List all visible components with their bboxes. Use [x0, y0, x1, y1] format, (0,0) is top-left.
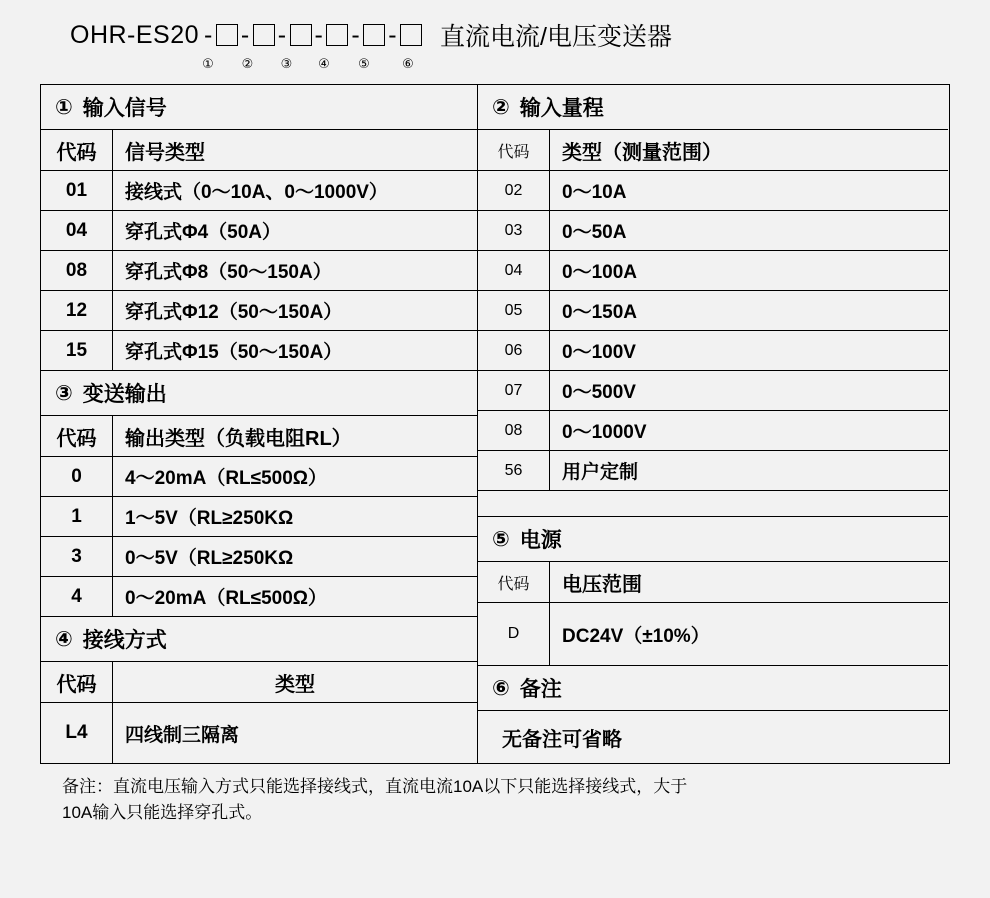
cell-desc: DC24V（±10%）	[562, 625, 710, 647]
section-title-output: 变送输出	[82, 383, 167, 406]
table-row	[478, 331, 948, 371]
table-row	[478, 371, 948, 411]
dash-1: -	[204, 20, 213, 49]
column-header-code: 代码	[478, 562, 550, 602]
slot-marker-6: ⑥	[402, 56, 414, 71]
cell-code: 02	[478, 171, 550, 210]
cell-code: 3	[41, 537, 113, 576]
model-slot-3[interactable]	[290, 24, 312, 46]
model-slot-6[interactable]	[400, 24, 422, 46]
section-number-6: ⑥	[492, 676, 510, 700]
cell-desc: 用户定制	[562, 462, 639, 483]
slot-marker-1: ①	[202, 56, 214, 71]
section-header-input-range	[478, 85, 948, 130]
cell-code: 08	[41, 251, 113, 290]
cell-code: 04	[478, 251, 550, 290]
table-header-input-signal	[41, 130, 477, 171]
slot-marker-2: ②	[241, 56, 254, 71]
table-row	[478, 603, 948, 666]
cell-desc: 0～500V	[562, 382, 636, 403]
table-header-output	[41, 416, 477, 457]
table-row	[41, 211, 477, 251]
table-header-power	[478, 562, 948, 603]
cell-desc: 0～50A	[562, 222, 627, 243]
cell-code: 04	[41, 211, 113, 250]
cell-code: 1	[41, 497, 113, 536]
cell-code: 0	[41, 457, 113, 496]
cell-desc: 0～10A	[562, 182, 627, 203]
column-header-range-type: 类型（测量范围）	[562, 141, 722, 164]
dash-5: -	[351, 20, 361, 49]
cell-code: 06	[478, 331, 550, 370]
cell-code: 03	[478, 211, 550, 250]
table-row	[41, 537, 477, 577]
table-row	[41, 251, 477, 291]
cell-desc: 0～5V（RL≥250KΩ	[125, 548, 294, 569]
table-row	[41, 457, 477, 497]
model-slot-5[interactable]	[363, 24, 385, 46]
cell-desc: 1～5V（RL≥250KΩ	[125, 508, 294, 529]
model-prefix: OHR-ES20	[70, 20, 200, 49]
dash-4: -	[314, 20, 324, 49]
column-header-type: 类型	[275, 673, 315, 696]
table-row	[478, 211, 948, 251]
cell-desc: 0～20mA（RL≤500Ω）	[125, 588, 328, 609]
table-row	[478, 411, 948, 451]
cell-code: D	[478, 603, 550, 665]
cell-code: 15	[41, 331, 113, 370]
section-header-input-signal	[41, 85, 477, 130]
cell-code: L4	[41, 703, 113, 763]
section-number-1: ①	[55, 95, 73, 119]
table-row	[478, 291, 948, 331]
table-row	[41, 291, 477, 331]
cell-code: 56	[478, 451, 550, 490]
section-header-remark	[478, 666, 948, 711]
cell-desc: 接线式（0～10A、0～1000V）	[125, 182, 388, 203]
cell-desc: 0～1000V	[562, 422, 647, 443]
table-row	[41, 497, 477, 537]
cell-desc: 四线制三隔离	[125, 724, 240, 746]
section-number-2: ②	[492, 95, 510, 119]
table-row	[478, 171, 948, 211]
cell-code: 05	[478, 291, 550, 330]
cell-desc: 穿孔式Φ4（50A）	[125, 222, 282, 243]
column-header-code: 代码	[41, 416, 113, 456]
spec-table	[40, 84, 950, 764]
spec-table-right-column	[478, 85, 948, 763]
model-slot-1[interactable]	[216, 24, 238, 46]
cell-code: 08	[478, 411, 550, 450]
column-header-voltage-range: 电压范围	[562, 573, 642, 596]
column-header-signal-type: 信号类型	[125, 141, 205, 164]
section-header-wiring	[41, 617, 477, 662]
spec-table-left-column	[41, 85, 478, 763]
cell-desc: 穿孔式Φ12（50～150A）	[125, 302, 343, 323]
cell-desc: 穿孔式Φ8（50～150A）	[125, 262, 332, 283]
cell-desc: 0～100V	[562, 342, 636, 363]
column-header-code: 代码	[41, 662, 113, 702]
cell-code: 07	[478, 371, 550, 410]
model-code-line	[40, 14, 950, 56]
model-code	[70, 21, 422, 50]
cell-code: 12	[41, 291, 113, 330]
section-number-5: ⑤	[492, 527, 510, 551]
remark-value: 无备注可省略	[502, 728, 622, 751]
dash-2: -	[240, 20, 250, 49]
section-title-power: 电源	[519, 529, 562, 552]
cell-code: 4	[41, 577, 113, 616]
model-slot-2[interactable]	[253, 24, 275, 46]
section-number-4: ④	[55, 627, 73, 651]
table-header-wiring	[41, 662, 477, 703]
table-row	[41, 577, 477, 617]
section-header-output	[41, 371, 477, 416]
column-header-code: 代码	[478, 130, 550, 170]
section-header-power	[478, 517, 948, 562]
cell-code: 01	[41, 171, 113, 210]
product-title: 直流电流/电压变送器	[440, 23, 672, 51]
column-header-output-type: 输出类型（负载电阻RL）	[125, 427, 352, 450]
table-row	[41, 331, 477, 371]
slot-marker-4: ④	[318, 56, 330, 71]
cell-desc: 4～20mA（RL≤500Ω）	[125, 468, 328, 489]
dash-3: -	[277, 20, 287, 49]
slot-marker-row	[40, 56, 950, 78]
section-title-input-signal: 输入信号	[82, 97, 167, 120]
table-header-input-range	[478, 130, 948, 171]
cell-desc: 穿孔式Φ15（50～150A）	[125, 342, 343, 363]
model-slot-4[interactable]	[326, 24, 348, 46]
section-title-input-range: 输入量程	[519, 97, 604, 120]
section-title-remark: 备注	[519, 678, 562, 701]
cell-desc: 0～100A	[562, 262, 637, 283]
slot-marker-3: ③	[280, 56, 293, 71]
slot-marker-5: ⑤	[358, 56, 370, 71]
table-row	[41, 171, 477, 211]
section-title-wiring: 接线方式	[82, 629, 167, 652]
table-row	[478, 251, 948, 291]
table-row	[478, 451, 948, 491]
cell-desc: 0～150A	[562, 302, 637, 323]
dash-6: -	[388, 20, 398, 49]
footer-note-line1: 备注：直流电压输入方式只能选择接线式，直流电流10A以下只能选择接线式，大于	[62, 777, 688, 796]
footer-note	[40, 774, 948, 827]
footer-note-line2: 10A输入只能选择穿孔式。	[62, 803, 263, 823]
column-header-code: 代码	[41, 130, 113, 170]
section-number-3: ③	[55, 381, 73, 405]
table-spacer	[478, 491, 948, 517]
table-row	[41, 703, 477, 763]
